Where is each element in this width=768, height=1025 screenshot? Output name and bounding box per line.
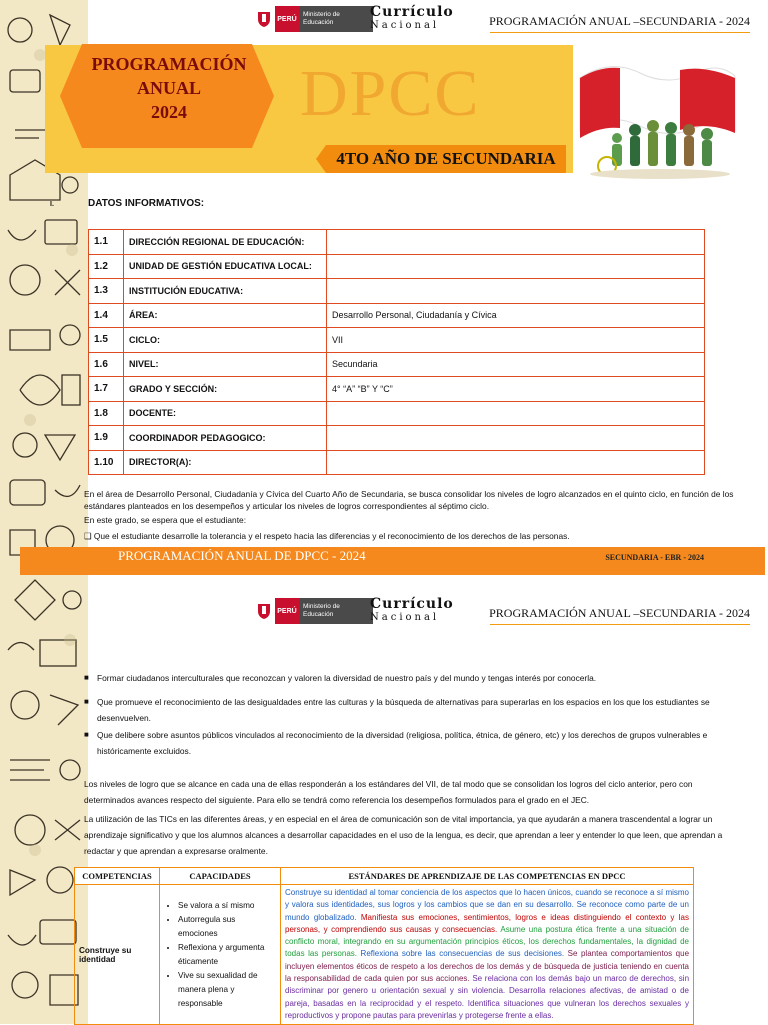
- header-title: PROGRAMACIÓN ANUAL –SECUNDARIA - 2024: [489, 14, 750, 28]
- row-label: COORDINADOR PEDAGOGICO:: [124, 426, 327, 451]
- row-number: 1.5: [89, 328, 124, 353]
- row-label: DOCENTE:: [124, 401, 327, 426]
- footer-right-title: SECUNDARIA - EBR - 2024: [605, 553, 704, 562]
- row-number: 1.1: [89, 230, 124, 255]
- page-header-2: [80, 592, 768, 630]
- row-number: 1.4: [89, 303, 124, 328]
- list-item: [84, 694, 736, 726]
- table-row: [89, 352, 705, 377]
- table-row: [89, 303, 705, 328]
- standard-part: Se plantea comportamientos que incluyen elementos éticos de respeto a los derechos de los demás y de búsqueda de justicia teniendo en cuenta la responsabilidad de cada quien por sus acciones.: [285, 949, 690, 984]
- list-item: [84, 670, 736, 686]
- col-header-competencias: COMPETENCIAS: [75, 868, 160, 885]
- row-number: 1.2: [89, 254, 124, 279]
- col-header-estandares: ESTÁNDARES DE APRENDIZAJE DE LAS COMPETENCIAS EN DPCC: [281, 868, 694, 885]
- capacities-list: [164, 899, 276, 1011]
- info-table: [88, 229, 705, 475]
- brand-line-1: Currículo: [370, 4, 454, 20]
- col-header-capacidades: CAPACIDADES: [160, 868, 281, 885]
- peru-label: PERÚ: [275, 598, 299, 624]
- row-label: DIRECTOR(A):: [124, 450, 327, 475]
- row-value: [327, 230, 705, 255]
- subject-title: DPCC: [300, 57, 481, 130]
- table-row: [89, 426, 705, 451]
- row-value: [327, 450, 705, 475]
- brand-line-2: Nacional: [370, 20, 440, 31]
- peru-flag-celebration-illustration: [575, 58, 740, 183]
- table-row: [89, 328, 705, 353]
- row-label: NIVEL:: [124, 352, 327, 377]
- ministry-label: Ministerio de Educación: [299, 6, 373, 32]
- tics-paragraph: La utilización de las TICs en las diferentes áreas, y en especial en el área de comunicación son de vital importancia, ya que ayudarán a manera trascendental a lograr un aprendizaje significativo y que los alumnos alcances a desarrollar capacidades en el uso de la lengua, es decir, que aprendan a leer y entender lo que leen, que aprendan a redactar y que aprendan a expresarse oralmente.: [84, 814, 723, 856]
- standard-cell: [281, 885, 694, 1025]
- capacities-cell: [160, 885, 281, 1025]
- list-item-text: Formar ciudadanos interculturales que reconozcan y valoren la diversidad de nuestro país y del mundo y tengas interés por conocerla.: [97, 673, 597, 683]
- program-title-line-2: ANUAL: [136, 78, 201, 98]
- table-row: [89, 377, 705, 402]
- row-number: 1.3: [89, 279, 124, 304]
- bullet-icon: ■: [84, 730, 89, 739]
- row-value: [327, 401, 705, 426]
- table-row: [75, 885, 694, 1025]
- list-item: • Reflexiona y argumenta éticamente: [178, 941, 276, 969]
- section-title: [50, 198, 204, 209]
- header-title-2: PROGRAMACIÓN ANUAL –SECUNDARIA - 2024: [489, 606, 750, 620]
- brand-line-2: Nacional: [370, 612, 440, 623]
- list-item: [84, 727, 736, 759]
- intro-bullet-text: Que el estudiante desarrolle la tolerancia y el respeto hacia las diferencias y el reconocimiento de los derechos de las personas.: [93, 531, 570, 541]
- standard-part: Construye su identidad al tomar conciencia de los aspectos que lo hacen únicos, cuando se reconoce a sí mismo y valora sus identidades, sus logros y los cambios que se dan en su desarrollo. Se reconoce como parte de un mundo globalizado.: [285, 888, 689, 922]
- row-label: UNIDAD DE GESTIÓN EDUCATIVA LOCAL:: [124, 254, 327, 279]
- list-item: • Vive su sexualidad de manera plena y responsable: [178, 969, 276, 1011]
- row-value: Desarrollo Personal, Ciudadanía y Cívica: [327, 303, 705, 328]
- curriculo-nacional-logo-2: [370, 596, 454, 623]
- row-label: GRADO Y SECCIÓN:: [124, 377, 327, 402]
- intro-paragraph: En el área de Desarrollo Personal, Ciudadanía y Cívica del Cuarto Año de Secundaria, se busca consolidar los niveles de logro alcanzados en el quinto ciclo, en función de los estándares planteados en los desempeños y articular los niveles de logros correspondientes al séptimo ciclo.: [84, 489, 734, 511]
- row-label: CICLO:: [124, 328, 327, 353]
- row-label: INSTITUCIÓN EDUCATIVA:: [124, 279, 327, 304]
- curriculo-nacional-logo: [370, 4, 454, 31]
- bullet-icon: ■: [84, 673, 89, 682]
- row-number: 1.10: [89, 450, 124, 475]
- bullet-icon: ■: [84, 697, 89, 706]
- program-title: [74, 52, 264, 124]
- intro-lead: En este grado, se espera que el estudiante:: [84, 515, 247, 525]
- row-label: ÁREA:: [124, 303, 327, 328]
- row-value: Secundaria: [327, 352, 705, 377]
- table-row: [89, 230, 705, 255]
- shield-icon: [253, 598, 275, 624]
- shield-icon: [253, 6, 275, 32]
- competencies-table: [74, 867, 694, 1025]
- peru-label: PERÚ: [275, 6, 299, 32]
- list-item: • Autorregula sus emociones: [178, 913, 276, 941]
- list-item-text: Que delibere sobre asuntos públicos vinculados al reconocimiento de la diversidad (religiosa, política, étnica, de género, etc) y los derechos de grupos vulnerables e históricamente excluidos.: [97, 730, 708, 756]
- program-title-line-1: PROGRAMACIÓN: [91, 54, 247, 74]
- section-number: I.: [50, 201, 54, 208]
- header-divider: [490, 624, 750, 625]
- footer-left-title: PROGRAMACIÓN ANUAL DE DPCC - 2024: [118, 548, 366, 563]
- brand-line-1: Currículo: [370, 596, 454, 612]
- competence-cell: Construye su identidad: [75, 885, 160, 1025]
- row-value: [327, 279, 705, 304]
- standard-part: Asume una postura ética frente a una situación de conflicto moral, integrando en su argumentación principios éticos, los derechos fundamentales, la dignidad de todas las personas.: [285, 924, 690, 959]
- table-row: [89, 401, 705, 426]
- grade-ribbon: 4TO AÑO DE SECUNDARIA: [326, 145, 566, 173]
- standard-part: Reflexiona sobre las consecuencias de sus decisiones.: [357, 949, 565, 959]
- page-header: [80, 0, 768, 38]
- intro-bullet: [84, 530, 744, 542]
- table-row: [89, 254, 705, 279]
- row-value: [327, 254, 705, 279]
- section-title-text: DATOS INFORMATIVOS:: [88, 198, 205, 209]
- row-number: 1.6: [89, 352, 124, 377]
- peru-ministry-logo-2: [253, 598, 373, 624]
- list-item: • Se valora a sí mismo: [178, 899, 276, 913]
- list-item-text: Que promueve el reconocimiento de las desigualdades entre las culturas y la búsqueda de alternativas para superarlas en los espacios en los que los estudiantes se desenvuelven.: [97, 697, 710, 723]
- row-value: VII: [327, 328, 705, 353]
- program-title-line-3: 2024: [151, 102, 187, 122]
- checkbox-bullet-icon: ❑: [84, 531, 94, 541]
- row-number: 1.9: [89, 426, 124, 451]
- table-row: [89, 279, 705, 304]
- header-divider: [490, 32, 750, 33]
- row-value: 4° “A” “B” Y “C”: [327, 377, 705, 402]
- table-row: [89, 450, 705, 475]
- row-number: 1.8: [89, 401, 124, 426]
- row-number: 1.7: [89, 377, 124, 402]
- standard-part: Manifiesta sus emociones, sentimientos, logros e ideas distinguiendo el contexto y las personas, y comprendiendo sus causas y consecuencias.: [285, 912, 689, 934]
- row-label: DIRECCIÓN REGIONAL DE EDUCACIÓN:: [124, 230, 327, 255]
- peru-ministry-logo: [253, 6, 373, 32]
- standard-part: Se relaciona con los demás bajo un marco de derechos, sin discriminar por genero u orientación sexual y sin violencia. Desarrolla relaciones afectivas, de amistad o de pareja, basadas en la reciprocidad y el respeto. Identifica situaciones que vulneran los derechos sexuales y reproductivos y propone pautas para prevenirlas y protegerse frente a ellas.: [285, 974, 690, 1020]
- levels-paragraph: Los niveles de logro que se alcance en cada una de ellas responderán a los estándares del VII, de tal modo que se consolidan los logros del ciclo anterior, pero con determinados avances respecto del siguiente. Para ello se tendrá como referencia los desempeños formulados para el grado en el JEC.: [84, 779, 693, 805]
- ministry-label: Ministerio de Educación: [299, 598, 373, 624]
- row-value: [327, 426, 705, 451]
